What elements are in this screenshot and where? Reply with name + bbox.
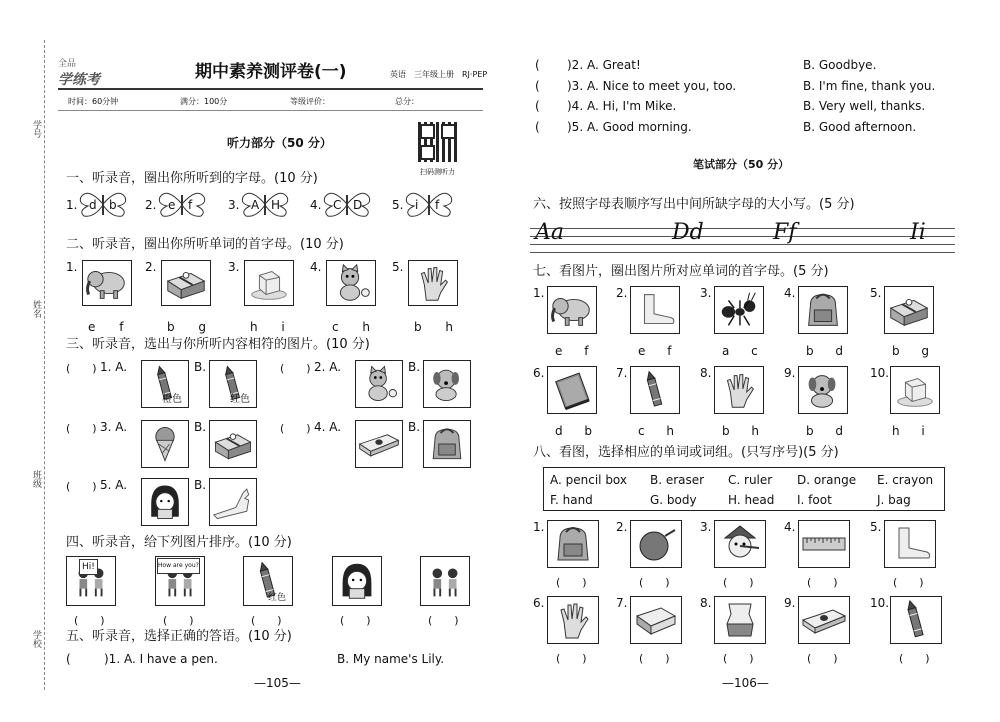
page-number-right: —106— (722, 676, 769, 690)
section2-title: 二、听录音，圈出你所听单词的首字母。(10 分) (66, 237, 344, 252)
s2-picture (82, 260, 132, 306)
s1-letter-option[interactable]: H (271, 198, 281, 212)
s4-answer-blank[interactable]: ( ) (74, 614, 105, 627)
s1-letter-option[interactable]: d (89, 198, 97, 212)
s8-answer-blank[interactable]: ( ) (556, 576, 587, 589)
crayon-color-text: 橙色 (162, 394, 182, 405)
s5-option-b[interactable]: B. Very well, thanks. (803, 99, 926, 113)
s5-answer-blank[interactable]: ( (535, 99, 540, 113)
s8-answer-blank[interactable]: ( ) (639, 652, 670, 665)
s7-letter-choices[interactable]: a c (722, 344, 758, 358)
s5-option-b[interactable]: B. My name's Lily. (337, 652, 445, 666)
s3-answer-blank[interactable]: ( ) (280, 362, 311, 375)
s5-answer-blank[interactable]: ( (535, 78, 540, 93)
s7-picture (884, 286, 934, 334)
s8-item-number: 8. (700, 596, 712, 610)
s3-option-b-label: B. (194, 360, 207, 374)
s3-option-a-picture[interactable] (355, 360, 403, 408)
s2-picture (244, 260, 294, 306)
s8-answer-blank[interactable]: ( ) (899, 652, 930, 665)
word-bank-option: F. hand (550, 493, 593, 507)
s4-answer-blank[interactable]: ( ) (251, 614, 282, 627)
section6-title: 六、按照字母表顺序写出中间所缺字母的大小写。(5 分) (533, 197, 855, 212)
speech-bubble: How are you? (157, 558, 200, 574)
s3-option-b-picture[interactable] (209, 420, 257, 468)
s5-option-a[interactable]: )5. A. Good morning. (567, 119, 692, 134)
student-number-label: 学号 (31, 120, 41, 138)
s4-answer-blank[interactable]: ( ) (428, 614, 459, 627)
s8-picture (630, 596, 682, 644)
s1-letter-option[interactable]: D (353, 198, 363, 212)
s7-picture (890, 366, 940, 414)
s7-picture (714, 366, 764, 414)
s8-picture (714, 596, 766, 644)
s7-item-number: 4. (784, 286, 796, 300)
s7-item-number: 2. (616, 286, 628, 300)
s2-letter-choices[interactable]: e f (88, 320, 124, 334)
speech-bubble: Hi! (79, 559, 98, 575)
s3-option-a-picture[interactable] (141, 360, 189, 408)
butterfly-icon (240, 191, 290, 221)
s1-item-number: 5. (392, 198, 404, 212)
s3-option-b-picture[interactable] (209, 478, 257, 526)
s8-picture (798, 520, 850, 568)
word-bank-option: I. foot (797, 493, 832, 507)
s3-item-number: 3. A. (100, 420, 128, 434)
s3-item-number: 5. A. (100, 478, 128, 492)
section3-title: 三、听录音，选出与你所听内容相符的图片。(10 分) (66, 337, 370, 352)
s3-option-a-picture[interactable] (141, 478, 189, 526)
s7-item-number: 5. (870, 286, 882, 300)
s2-letter-choices[interactable]: b g (167, 320, 207, 334)
s4-answer-blank[interactable]: ( ) (340, 614, 371, 627)
section8-title: 八、看图，选择相应的单词或词组。(只写序号)(5 分) (533, 445, 839, 460)
school-label: 学校 (31, 630, 41, 648)
s8-answer-blank[interactable]: ( ) (639, 576, 670, 589)
s2-picture (408, 260, 458, 306)
s7-item-number: 10. (870, 366, 890, 380)
s3-item-number: 4. A. (314, 420, 342, 434)
s5-answer-blank[interactable]: ( (535, 58, 540, 72)
s3-option-b-picture[interactable] (423, 420, 471, 468)
s7-letter-choices[interactable]: e f (638, 344, 672, 358)
s2-picture (161, 260, 211, 306)
s1-letter-option[interactable]: i (415, 198, 419, 212)
s8-answer-blank[interactable]: ( ) (893, 576, 924, 589)
s4-picture (243, 556, 293, 606)
s8-picture (798, 596, 850, 644)
s5-answer-blank[interactable]: ( (66, 652, 71, 666)
word-bank-option: D. orange (797, 473, 857, 487)
s1-item-number: 2. (145, 198, 157, 212)
s3-answer-blank[interactable]: ( ) (66, 362, 97, 375)
s8-item-number: 1. (533, 520, 545, 534)
s2-picture (326, 260, 376, 306)
s1-letter-option[interactable]: C (333, 198, 342, 212)
letter-ii: Ii (910, 220, 926, 245)
s7-letter-choices[interactable]: c h (638, 424, 675, 438)
s3-answer-blank[interactable]: ( ) (280, 422, 311, 435)
word-bank-option: G. body (650, 493, 697, 507)
s4-answer-blank[interactable]: ( ) (163, 614, 194, 627)
s3-option-b-label: B. (408, 360, 421, 374)
butterfly-icon (157, 191, 207, 221)
s8-item-number: 2. (616, 520, 628, 534)
s4-picture (420, 556, 470, 606)
s8-answer-blank[interactable]: ( ) (556, 652, 587, 665)
s8-item-number: 7. (616, 596, 628, 610)
s7-letter-choices[interactable]: b h (722, 424, 760, 438)
s7-picture (798, 366, 848, 414)
s1-item-number: 3. (228, 198, 240, 212)
total-info: 总分： (395, 97, 419, 106)
s8-item-number: 5. (870, 520, 882, 534)
s8-item-number: 9. (784, 596, 796, 610)
s5-option-a[interactable]: )1. A. I have a pen. (104, 652, 218, 666)
s5-option-a[interactable]: )2. A. Great! (567, 58, 641, 72)
s8-answer-blank[interactable]: ( ) (807, 576, 838, 589)
butterfly-icon (322, 191, 372, 221)
s8-picture (890, 596, 942, 644)
s7-item-number: 9. (784, 366, 796, 380)
written-header: 笔试部分（50 分） (693, 158, 790, 171)
s7-item-number: 8. (700, 366, 712, 380)
s3-answer-blank[interactable]: ( ) (66, 480, 97, 493)
s3-option-b-label: B. (194, 420, 207, 434)
s7-letter-choices[interactable]: b g (892, 344, 930, 358)
s8-picture (714, 520, 766, 568)
word-bank-option: E. crayon (877, 473, 934, 487)
s3-item-number: 2. A. (314, 360, 342, 374)
s1-item-number: 1. (66, 198, 78, 212)
section4-title: 四、听录音，给下列图片排序。(10 分) (66, 535, 292, 550)
s2-letter-choices[interactable]: b h (414, 320, 454, 334)
s1-letter-option[interactable]: b (109, 198, 117, 212)
qr-caption: 扫码测听力 (420, 168, 455, 176)
s7-picture (547, 366, 597, 414)
s1-letter-option[interactable]: f (435, 198, 440, 212)
word-bank-option: H. head (728, 493, 775, 507)
listening-header: 听力部分（50 分） (227, 136, 332, 150)
s2-letter-choices[interactable]: c h (332, 320, 371, 334)
butterfly-icon (404, 191, 454, 221)
s7-picture (714, 286, 764, 334)
s4-picture (155, 556, 205, 606)
s2-item-number: 4. (310, 260, 322, 274)
s1-item-number: 4. (310, 198, 322, 212)
exam-meta: 英语 三年级上册 RJ·PEP (390, 70, 488, 79)
grade-info: 等级评价： (290, 97, 330, 106)
s8-picture (547, 596, 599, 644)
handwriting-lines (530, 220, 955, 256)
s3-option-a-picture[interactable] (355, 420, 403, 468)
s3-option-b-label: B. (194, 478, 207, 492)
s8-picture (884, 520, 936, 568)
s5-option-a[interactable]: )3. A. Nice to meet you, too. (567, 78, 737, 93)
s2-item-number: 3. (228, 260, 240, 274)
s3-option-b-label: B. (408, 420, 421, 434)
word-bank-option: B. eraser (650, 473, 705, 487)
s7-picture (630, 366, 680, 414)
s5-option-b[interactable]: B. I'm fine, thank you. (803, 78, 936, 93)
s7-item-number: 1. (533, 286, 545, 300)
s2-item-number: 1. (66, 260, 78, 274)
section5-title: 五、听录音，选择正确的答语。(10 分) (66, 629, 292, 644)
s7-item-number: 6. (533, 366, 545, 380)
s7-letter-choices[interactable]: h i (892, 424, 925, 438)
s2-letter-choices[interactable]: h i (250, 320, 285, 334)
crayon-color-text: 红色 (230, 394, 250, 405)
section1-title: 一、听录音，圈出你所听到的字母。(10 分) (66, 171, 318, 186)
s8-item-number: 3. (700, 520, 712, 534)
s7-letter-choices[interactable]: b d (806, 344, 844, 358)
class-label: 班级 (31, 470, 41, 488)
s5-option-b[interactable]: B. Good afternoon. (803, 119, 917, 134)
s8-answer-blank[interactable]: ( ) (723, 576, 754, 589)
s2-item-number: 5. (392, 260, 404, 274)
s7-picture (547, 286, 597, 334)
s1-letter-option[interactable]: e (168, 198, 176, 212)
s1-letter-option[interactable]: A (251, 198, 260, 212)
brand-logo: 全品 学练考 (58, 59, 100, 88)
s4-picture (332, 556, 382, 606)
s5-option-a[interactable]: )4. A. Hi, I'm Mike. (567, 99, 677, 113)
name-label: 姓名 (31, 300, 41, 318)
s7-letter-choices[interactable]: b d (806, 424, 844, 438)
s7-letter-choices[interactable]: e f (555, 344, 589, 358)
word-bank-option: A. pencil box (550, 473, 628, 487)
section7-title: 七、看图片，圈出图片所对应单词的首字母。(5 分) (533, 264, 829, 279)
s8-item-number: 4. (784, 520, 796, 534)
full-score-info: 满分：100分 (180, 97, 228, 106)
s8-item-number: 6. (533, 596, 545, 610)
exam-title: 期中素养测评卷(一) (195, 62, 347, 82)
s7-letter-choices[interactable]: d b (555, 424, 593, 438)
qr-code-icon[interactable] (418, 122, 458, 162)
s8-answer-blank[interactable]: ( ) (723, 652, 754, 665)
s8-picture (547, 520, 599, 568)
word-bank-option: J. bag (877, 493, 911, 507)
s7-item-number: 3. (700, 286, 712, 300)
s5-answer-blank[interactable]: ( (535, 119, 540, 134)
s2-item-number: 2. (145, 260, 157, 274)
s7-item-number: 7. (616, 366, 628, 380)
s7-picture (630, 286, 680, 334)
s8-answer-blank[interactable]: ( ) (807, 652, 838, 665)
butterfly-icon (78, 191, 128, 221)
crayon-color-text: 红色 (268, 593, 287, 603)
s8-item-number: 10. (870, 596, 890, 610)
page-number-left: —105— (254, 676, 301, 690)
s3-option-b-picture[interactable] (209, 360, 257, 408)
letter-aa: Aa (535, 220, 565, 245)
s3-item-number: 1. A. (100, 360, 128, 374)
s3-option-b-picture[interactable] (423, 360, 471, 408)
word-bank-option: C. ruler (728, 473, 773, 487)
letter-ff: Ff (773, 220, 797, 245)
s3-option-a-picture[interactable] (141, 420, 189, 468)
s5-option-b[interactable]: B. Goodbye. (803, 58, 877, 72)
s4-picture (66, 556, 116, 606)
time-info: 时间：60分钟 (68, 97, 119, 106)
binding-line (44, 40, 45, 690)
s1-letter-option[interactable]: f (188, 198, 193, 212)
s8-picture (630, 520, 682, 568)
s3-answer-blank[interactable]: ( ) (66, 422, 97, 435)
s7-picture (798, 286, 848, 334)
letter-dd: Dd (672, 220, 704, 245)
